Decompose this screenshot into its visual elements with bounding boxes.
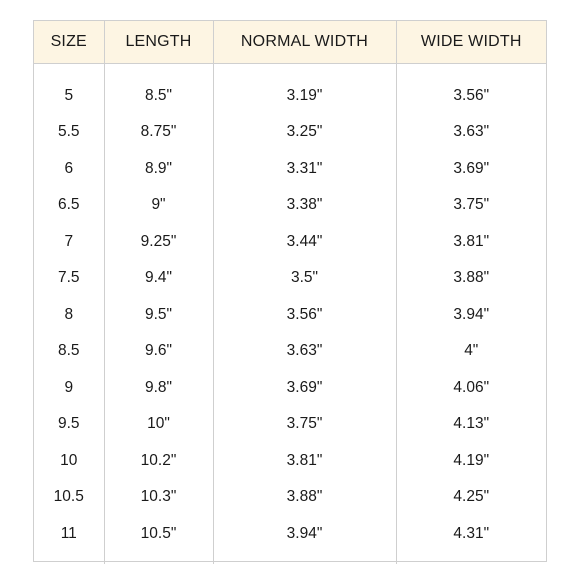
- cell-normal-width: 3.56": [213, 297, 396, 334]
- cell-normal-width: 3.69": [213, 370, 396, 407]
- table-row: [34, 224, 546, 261]
- cell-wide-width: 3.56": [453, 86, 490, 104]
- cell-size: 6: [34, 151, 104, 188]
- cell-length: 10.3": [104, 479, 213, 516]
- table-row: [34, 443, 546, 480]
- cell-length: 10": [104, 406, 213, 443]
- table-row: [34, 151, 546, 188]
- cell-size: 7: [34, 224, 104, 261]
- size-chart-table: [34, 21, 546, 564]
- size-chart: [33, 20, 547, 562]
- table-row: [34, 260, 546, 297]
- cell-wide-width: 3.81": [453, 232, 490, 250]
- cell-length: 8.75": [104, 114, 213, 151]
- table-row: [34, 114, 546, 151]
- header-row: [34, 21, 546, 63]
- cell-size: 9.5: [34, 406, 104, 443]
- cell-length: 10.2": [104, 443, 213, 480]
- cell-normal-width: 3.88": [213, 479, 396, 516]
- cell-length: 9": [104, 187, 213, 224]
- table-row: [34, 333, 546, 370]
- cell-normal-width: 3.19": [213, 78, 396, 115]
- bottom-spacer-row: [34, 552, 546, 564]
- cell-wide-width: 4.19": [453, 451, 490, 469]
- cell-wide-width: 3.75": [453, 196, 490, 214]
- cell-wide-width: 3.69": [453, 159, 490, 177]
- cell-size: 7.5: [34, 260, 104, 297]
- table-row: [34, 297, 546, 334]
- cell-size: 10.5: [34, 479, 104, 516]
- cell-size: 8.5: [34, 333, 104, 370]
- cell-length: 9.4": [104, 260, 213, 297]
- size-chart-header: [34, 21, 546, 63]
- cell-wide-width: 3.63": [453, 123, 490, 141]
- cell-wide-width: 4": [464, 342, 479, 360]
- table-row: [34, 406, 546, 443]
- cell-length: 9.5": [104, 297, 213, 334]
- cell-normal-width: 3.44": [213, 224, 396, 261]
- size-chart-body: [34, 63, 546, 564]
- cell-size: 8: [34, 297, 104, 334]
- cell-normal-width: 3.38": [213, 187, 396, 224]
- table-row: [34, 78, 546, 115]
- table-row: [34, 516, 546, 553]
- top-spacer-row: [34, 63, 546, 78]
- table-row: [34, 479, 546, 516]
- cell-wide-width: 3.94": [453, 305, 490, 323]
- cell-size: 6.5: [34, 187, 104, 224]
- cell-wide-width: 3.88": [453, 269, 490, 287]
- cell-size: 11: [34, 516, 104, 553]
- cell-size: 9: [34, 370, 104, 407]
- cell-normal-width: 3.94": [213, 516, 396, 553]
- cell-normal-width: 3.31": [213, 151, 396, 188]
- cell-size: 10: [34, 443, 104, 480]
- cell-wide-width: 4.13": [453, 415, 490, 433]
- cell-length: 10.5": [104, 516, 213, 553]
- cell-normal-width: 3.63": [213, 333, 396, 370]
- header-size: SIZE: [34, 21, 104, 63]
- cell-length: 9.25": [104, 224, 213, 261]
- cell-size: 5: [34, 78, 104, 115]
- header-normal-width: NORMAL WIDTH: [213, 21, 396, 63]
- table-row: [34, 370, 546, 407]
- cell-normal-width: 3.81": [213, 443, 396, 480]
- cell-length: 9.8": [104, 370, 213, 407]
- cell-wide-width: 4.31": [453, 524, 490, 542]
- cell-wide-width: 4.06": [453, 378, 490, 396]
- cell-length: 8.5": [104, 78, 213, 115]
- header-wide-width: WIDE WIDTH: [396, 21, 546, 63]
- cell-length: 9.6": [104, 333, 213, 370]
- cell-size: 5.5: [34, 114, 104, 151]
- cell-normal-width: 3.5": [213, 260, 396, 297]
- table-row: [34, 187, 546, 224]
- cell-wide-width: 4.25": [453, 488, 490, 506]
- cell-length: 8.9": [104, 151, 213, 188]
- cell-normal-width: 3.75": [213, 406, 396, 443]
- header-length: LENGTH: [104, 21, 213, 63]
- cell-normal-width: 3.25": [213, 114, 396, 151]
